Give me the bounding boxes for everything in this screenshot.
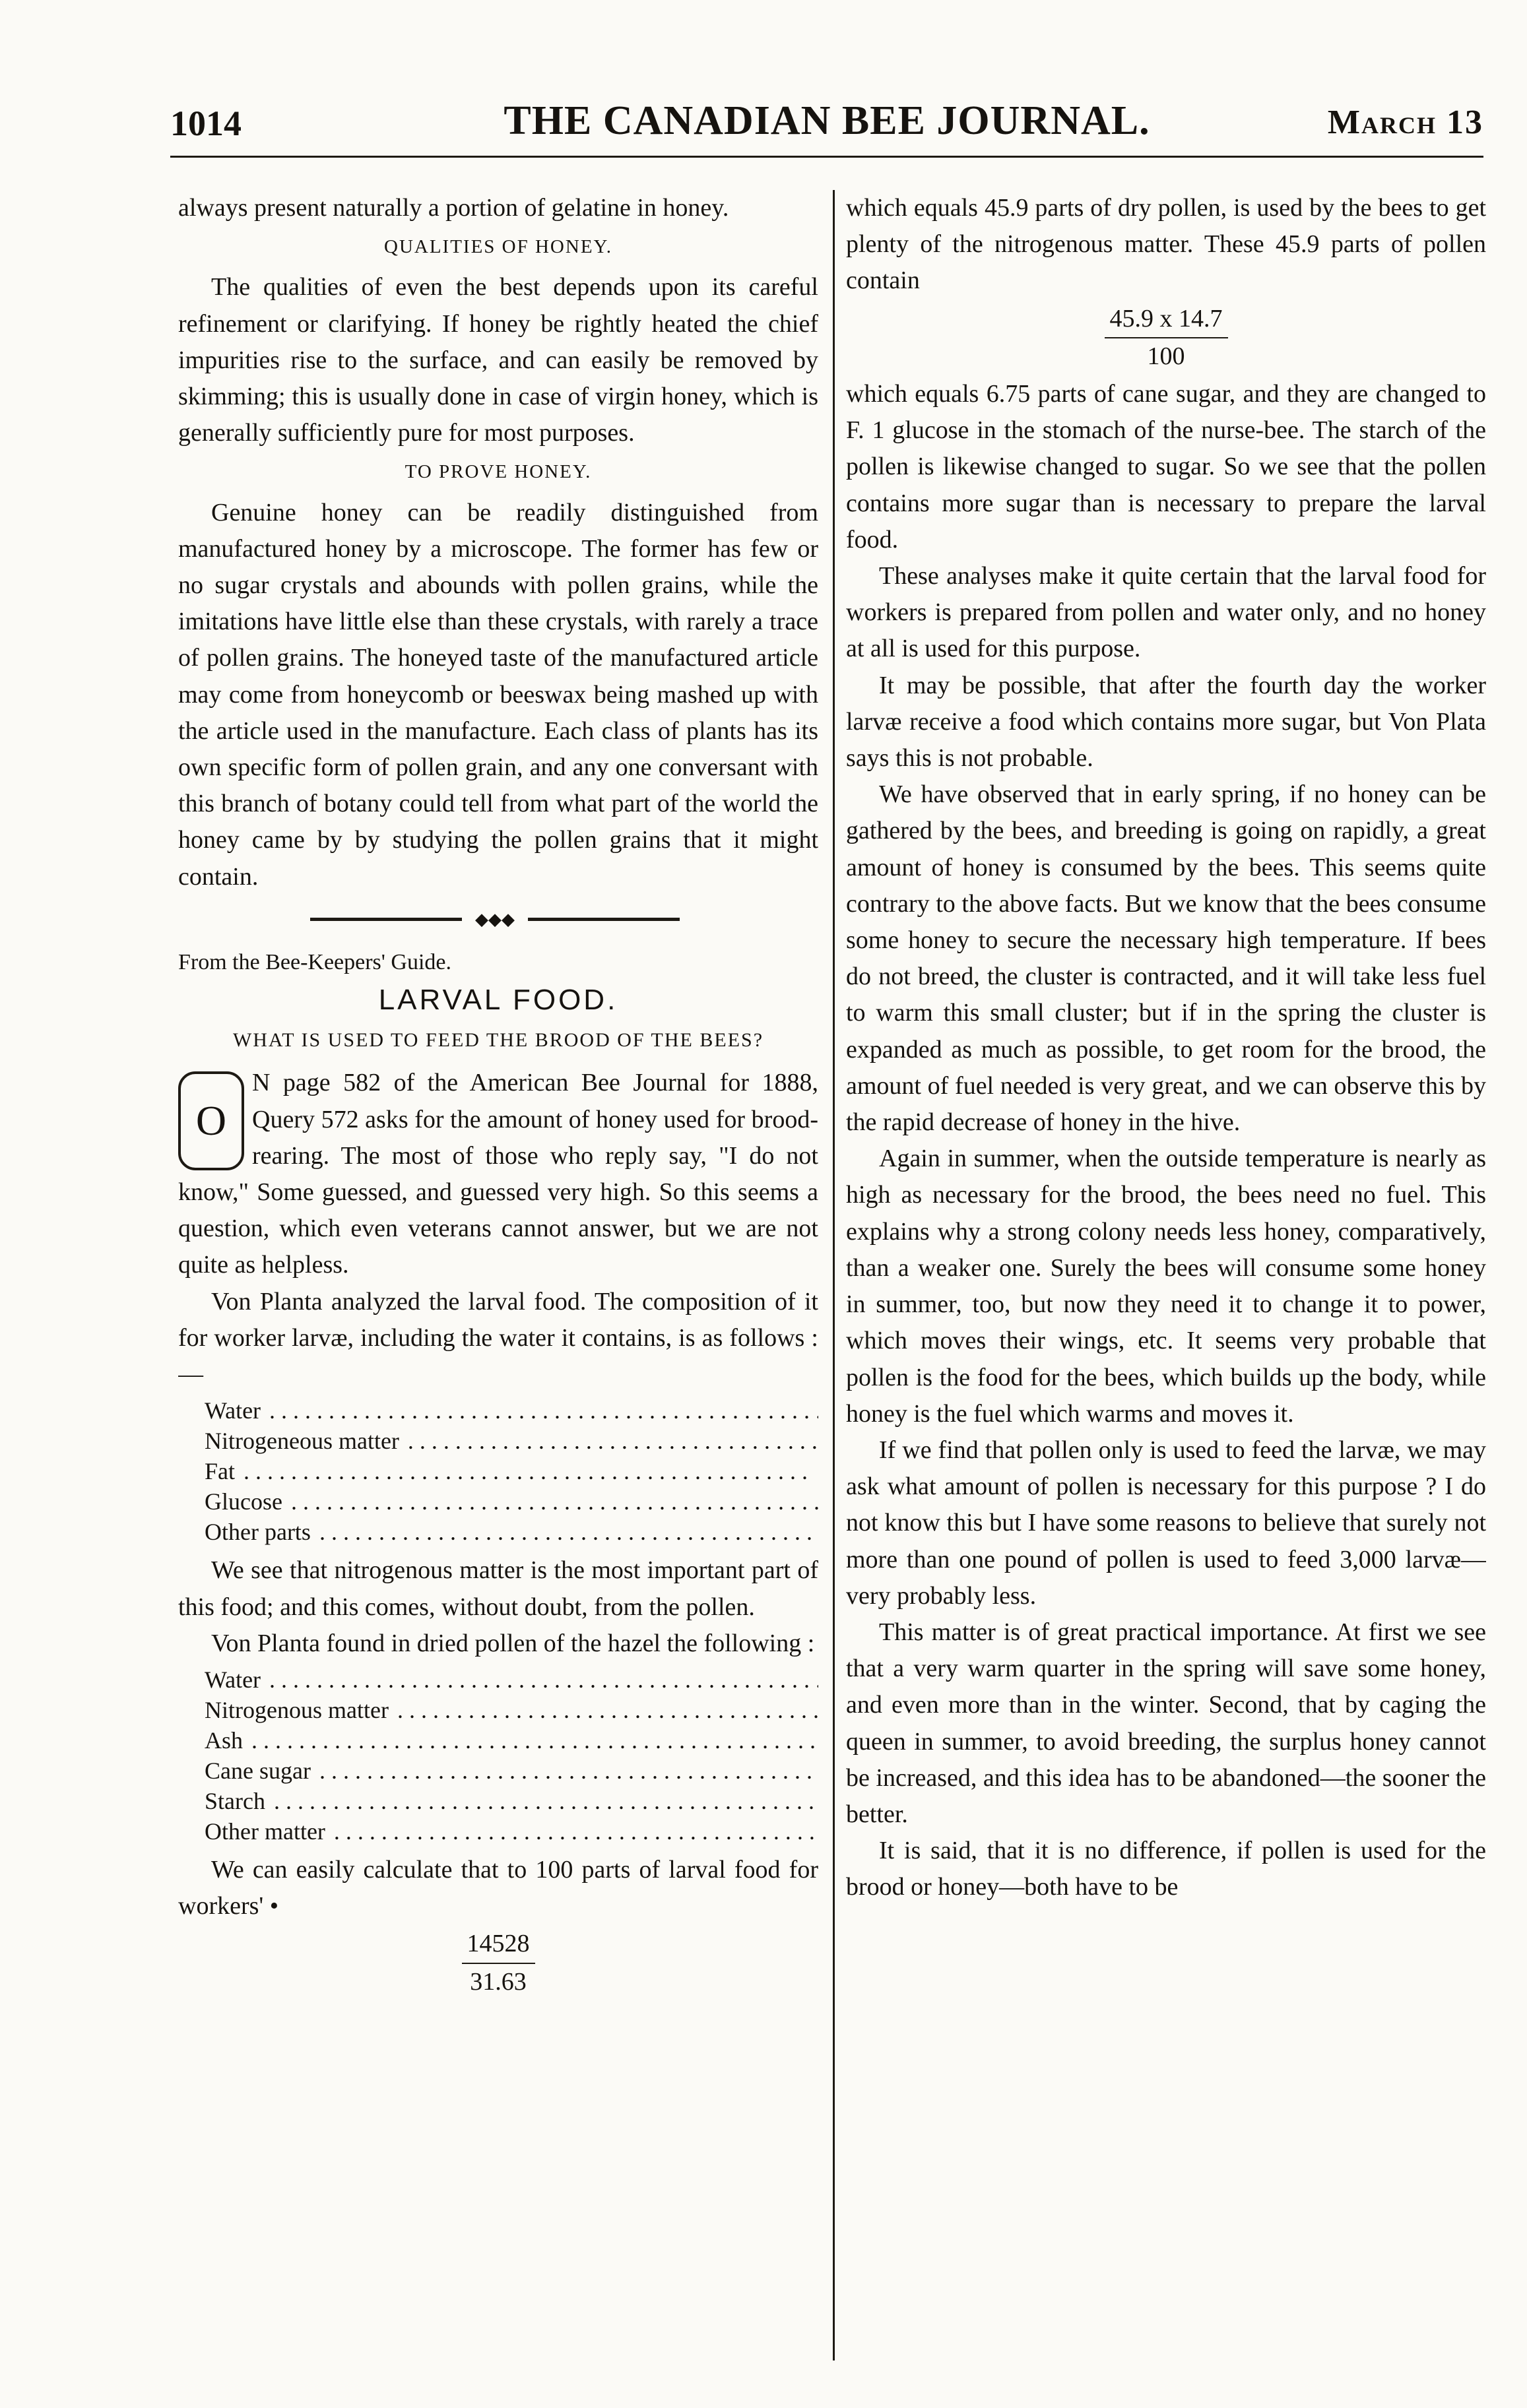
larval-food-table [205, 1395, 818, 1547]
intro-block [178, 1065, 818, 1283]
column-divider [833, 190, 835, 2360]
para-pollen-only: If we find that pollen only is used to feed the larvæ, we may ask what amount of pollen is necessary for this purpose ? I do not know this but I have some reasons to believe that surely not more than one pound of pollen is used to feed 3,000 larvæ—very probably less. [846, 1436, 1486, 1610]
row-label: Water [205, 1666, 263, 1693]
table-row [205, 1517, 818, 1547]
page-header [170, 98, 1483, 150]
qualities-heading: QUALITIES OF HONEY. [384, 236, 612, 258]
para-practical: This matter is of great practical importance. At first we see that a very warm quarter in the spring will save some honey, and even more than in the winter. Second, that by caging the queen in summer, to avoid breeding, the surplus honey cannot be increased, and this idea has to be abandoned—the sooner the better. [846, 1618, 1486, 1828]
para-qualities: The qualities of even the best depends upon its careful refinement or clarifying. If honey be rightly heated the chief impurities rise to the surface, and can easily be removed by skimming; this is usually done in case of virgin honey, which is generally sufficiently pure for most purposes. [178, 273, 818, 447]
para-planta-1: Von Planta analyzed the larval food. The composition of it for worker larvæ, including the water it contains, is as follows :— [178, 1287, 818, 1389]
row-label: Other matter [205, 1818, 328, 1845]
table-row [205, 1395, 818, 1426]
table-row [205, 1486, 818, 1517]
table-row [205, 1426, 818, 1456]
dropcap [178, 1071, 244, 1170]
article-title: LARVAL FOOD. [378, 984, 618, 1017]
row-label: Cane sugar [205, 1758, 313, 1784]
fraction-right [846, 301, 1486, 375]
row-label: Glucose [205, 1488, 285, 1515]
row-label: Nitrogeneous matter [205, 1428, 402, 1454]
para-intro: N page 582 of the American Bee Journal for 1888, Query 572 asks for the amount of honey used for brood-rearing. The most of those who reply say, "I do not know," Some guessed, and guessed very high. So this seems a question, which even veterans cannot answer, but we are not quite as helpless. [178, 1069, 818, 1279]
fraction-numerator: 14528 [462, 1926, 535, 1963]
row-label: Water [205, 1397, 263, 1424]
table-row [205, 1456, 818, 1486]
left-column [178, 190, 818, 2374]
table-row [205, 1786, 818, 1816]
fraction-numerator: 45.9 x 14.7 [1105, 301, 1228, 338]
table-row [205, 1816, 818, 1847]
table-row [205, 1725, 818, 1756]
source-line: From the Bee-Keepers' Guide. [178, 949, 451, 974]
para-said: It is said, that it is no difference, if pollen is used for the brood or honey—both have to be [846, 1837, 1486, 1901]
table-row [205, 1756, 818, 1786]
table-row [205, 1695, 818, 1725]
row-label: Ash [205, 1727, 245, 1754]
para-continued: which equals 45.9 parts of dry pollen, is used by the bees to get plenty of the nitrogenous matter. These 45.9 parts of pollen contain [846, 194, 1486, 295]
fraction-denominator: 31.63 [470, 1967, 527, 1996]
page-number: 1014 [170, 104, 242, 143]
ornament-icon: ◆◆◆ [462, 911, 528, 928]
journal-title: THE CANADIAN BEE JOURNAL. [504, 98, 1150, 143]
para-analyses: These analyses make it quite certain that the larval food for workers is prepared from pollen and water only, and no honey at all is used for this purpose. [846, 562, 1486, 663]
para-summer: Again in summer, when the outside temperature is nearly as high as necessary for the brood, the bees need no fuel. This explains why a strong colony needs less honey, comparatively, than a weaker one. Surely the bees will consume some honey in summer, too, but now they need it to change it to power, which moves their wings, etc. It seems very probable that pollen is the food for the bees, which builds up the body, while honey is the fuel which warms and moves it. [846, 1145, 1486, 1428]
prove-heading: TO PROVE HONEY. [405, 461, 592, 483]
para-prove: Genuine honey can be readily distinguished from manufactured honey by a microscope. The former has few or no sugar crystals and abounds with pollen grains, while the imitations have little else than these crystals, with rarely a trace of pollen grains. The honeyed taste of the manufactured article may come from honeycomb or beeswax being mashed up with the article used in the manufacture. Each class of plants has its own specific form of pollen grain, and any one conversant with this branch of botany could tell from what part of the world the honey came by by studying the pollen grains that it might contain. [178, 498, 818, 891]
row-label: Starch [205, 1788, 268, 1814]
table-row [205, 1664, 818, 1695]
row-label: Fat [205, 1458, 238, 1484]
para-calc: We can easily calculate that to 100 parts of larval food for workers' • [178, 1855, 818, 1920]
header-rule [170, 156, 1483, 158]
dropcap-letter: O [195, 1097, 227, 1145]
issue-date: March 13 [1327, 104, 1483, 141]
para-sugar: which equals 6.75 parts of cane sugar, and they are changed to F. 1 glucose in the stomach of the nurse-bee. The starch of the pollen is likewise changed to sugar. So we see that the pollen contains more sugar than is necessary to prepare the larval food. [846, 380, 1486, 554]
hazel-pollen-table [205, 1664, 818, 1847]
para-gelatine: always present naturally a portion of gelatine in honey. [178, 194, 729, 222]
row-label: Nitrogenous matter [205, 1697, 391, 1723]
para-planta-2: Von Planta found in dried pollen of the hazel the following : [211, 1629, 815, 1657]
fraction-left [178, 1926, 818, 2000]
fraction-denominator: 100 [1147, 342, 1185, 370]
row-label: Other parts [205, 1519, 313, 1545]
right-column [846, 190, 1486, 2374]
para-fourth-day: It may be possible, that after the fourth day the worker larvæ receive a food which contains more sugar, but Von Plata says this is not probable. [846, 671, 1486, 773]
section-ornament [178, 895, 818, 941]
para-nitrogenous: We see that nitrogenous matter is the most important part of this food; and this comes, without doubt, from the pollen. [178, 1556, 818, 1621]
article-question: WHAT IS USED TO FEED THE BROOD OF THE BEES? [232, 1029, 764, 1052]
para-spring: We have observed that in early spring, if no honey can be gathered by the bees, and breeding is going on rapidly, a great amount of honey is consumed by the bees. This seems quite contrary to the above facts. But we know that the bees consume some honey to secure the necessary high temperature. If bees do not breed, the cluster is contracted, and it will take less fuel to warm this small cluster; but if in the spring the cluster is expanded as much as possible, to get room for the brood, the amount of fuel needed is very great, and we can observe this by the rapid decrease of honey in the hive. [846, 780, 1486, 1137]
